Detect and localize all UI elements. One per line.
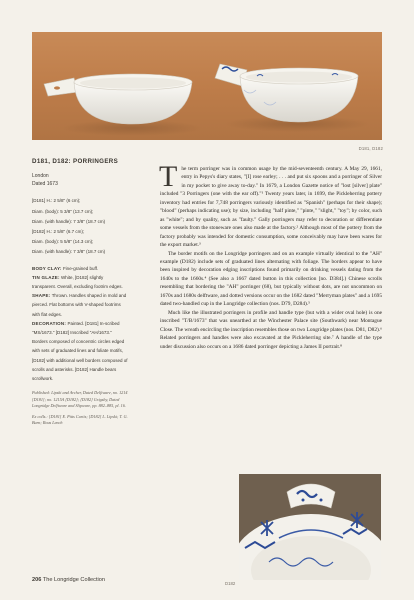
catalog-date: Dated 1673 — [32, 181, 58, 188]
dimension-line: Diam. (body): 5 3/8" (13.7 cm); — [32, 208, 94, 214]
essay-text — [159, 160, 382, 351]
description-item — [32, 273, 128, 291]
description-text: Thrown. Handles shaped in mold and pierced. Flat bottoms with V-shaped footrims with flat edges. — [32, 293, 127, 317]
catalog-entry — [32, 158, 128, 432]
description-block — [32, 264, 128, 384]
description-text: Fine-grained buff. — [62, 265, 99, 271]
catalog-title: D181, D182: PORRINGERS — [32, 158, 119, 165]
description-item — [32, 319, 128, 383]
page-number: 206 — [32, 577, 42, 583]
bottom-photo-caption: D182 — [225, 581, 236, 586]
description-label: TIN GLAZE: — [32, 274, 60, 280]
essay-paragraph — [159, 160, 382, 250]
dimension-line: Diam. (with handle): 7 3/8" (18.7 cm) — [32, 218, 106, 224]
description-item — [32, 291, 128, 319]
catalog-place: London — [32, 173, 49, 179]
references — [32, 390, 128, 426]
dimension-line: Diam. (body): 5 5/8" (14.3 cm); — [32, 239, 94, 245]
porringer-d182 — [215, 64, 369, 132]
essay-paragraph: Much like the illustrated porringers in profile and handle type (but with a wider oval hole) is one inscribed "T/B/1673" that was unearthed at the Winchester Palace site (Southwark) near Montague Close. The wreath encircling the inscription resembles those on two Longridge plates (nos. D81, D82).⁶ Related porringers and handles were also excavated at the Pickleherring site.⁷ A handle of the type under discussion also occurs on a 1686 dated porringer depicting a James II portrait.⁸ — [160, 309, 382, 350]
description-text: Painted. [D181] In-scribed "MS/1673." [D182] Inscribed "AH/1673." Borders composed of concentric circles edged with sets of graduated lines and foliate motifs, [D182] with additional well borders composed of scrolls and asterisks. [D182] Handle bears scrollwork. — [32, 320, 128, 382]
top-photo-caption: D181, D182 — [358, 146, 383, 151]
reference-ex-collections: Ex colls.: [D181] E. Pitts Curtis; [D182] L. Lipski; T. G. Burn; Rous Lench — [32, 414, 128, 426]
page-footer — [32, 577, 105, 583]
running-title: The Longridge Collection — [42, 577, 105, 583]
dimensions-list — [32, 196, 128, 257]
porringer-d181 — [44, 74, 202, 136]
dimension-line: [D181] H.: 2 5/8" (6 cm); — [32, 198, 81, 204]
porringer-detail-illustration — [239, 474, 381, 580]
description-label: SHAPE: — [32, 293, 51, 299]
porringers-photo — [32, 32, 382, 140]
description-label: BODY CLAY: — [32, 265, 62, 271]
reference-published: Published: Lipski and Archer, Dated Delftware, no. 1214 [D181]; no. 1215A [D182]; [D182] Grigsby, Dated Longridge Delftware and Slipware, pp. 882–885, pl. 16. — [32, 390, 128, 408]
porringer-detail-photo — [239, 474, 381, 580]
description-label: DECORATION: — [32, 320, 67, 326]
paragraph-text: he term porringer was in common usage by the mid-seventeenth century. A May 29, 1661, entry in Pepys's diary states, "[I] rose earley; . . . and put six spoons and a porringer of Silver in my pocket to give away to-day." In 1679, a London Gazette notice of "lost [silver] plate" included "3 Porringers (one with the ear off)."¹ Twenty years later, in 1699, the Pickleherring pottery inventory had entries for 7,748 porringers variously identified as "Spanish" (perhaps for their shape); "blood" (perhaps indicating use); by size, including "half pinte," "pinte," "slight," "toy"; by color, such as "white"; and by quality, such as "faulty." Gally porringers may refer to decoration or differentiate some vessels from the stoneware ones also made at the factory.² Although most of the pottery from the factory probably was intended for domestic consumption, some conceivably may have been wares for the export market.³ — [160, 166, 382, 249]
essay-paragraph: The border motifs on the Longridge porringers and on an example virtually identical to the "AH" example (D182) include sets of graduated lines alternating with foliage. The borders appear to have been inspired by decoration edging inscriptions found primarily on drinking vessels dating from the 1640s to the 1660s.⁴ (See also a 1667 dated button in this collection [no. D384].) Chinese scrolls resembling that bordering the "AH" porringer (68), but typically without dots, are not uncommon on 1670s and 1680s delftware, and dotted versions occur on the 1682 dated "Merryman plates" and a 1695 dated two-handled cup in the Longridge collection (nos. D79, D284).⁵ — [160, 250, 382, 308]
description-text: White, [D182] slightly transparent. Overall, excluding footrim edges. — [32, 274, 123, 290]
porringers-illustration — [32, 32, 382, 140]
dimension-line: Diam. (with handle): 7 3/8" (18.7 cm) — [32, 249, 106, 255]
dimension-line: [D182] H.: 2 5/8" (6.7 cm); — [32, 229, 85, 235]
description-item — [32, 264, 128, 273]
drop-cap: T — [159, 160, 178, 193]
